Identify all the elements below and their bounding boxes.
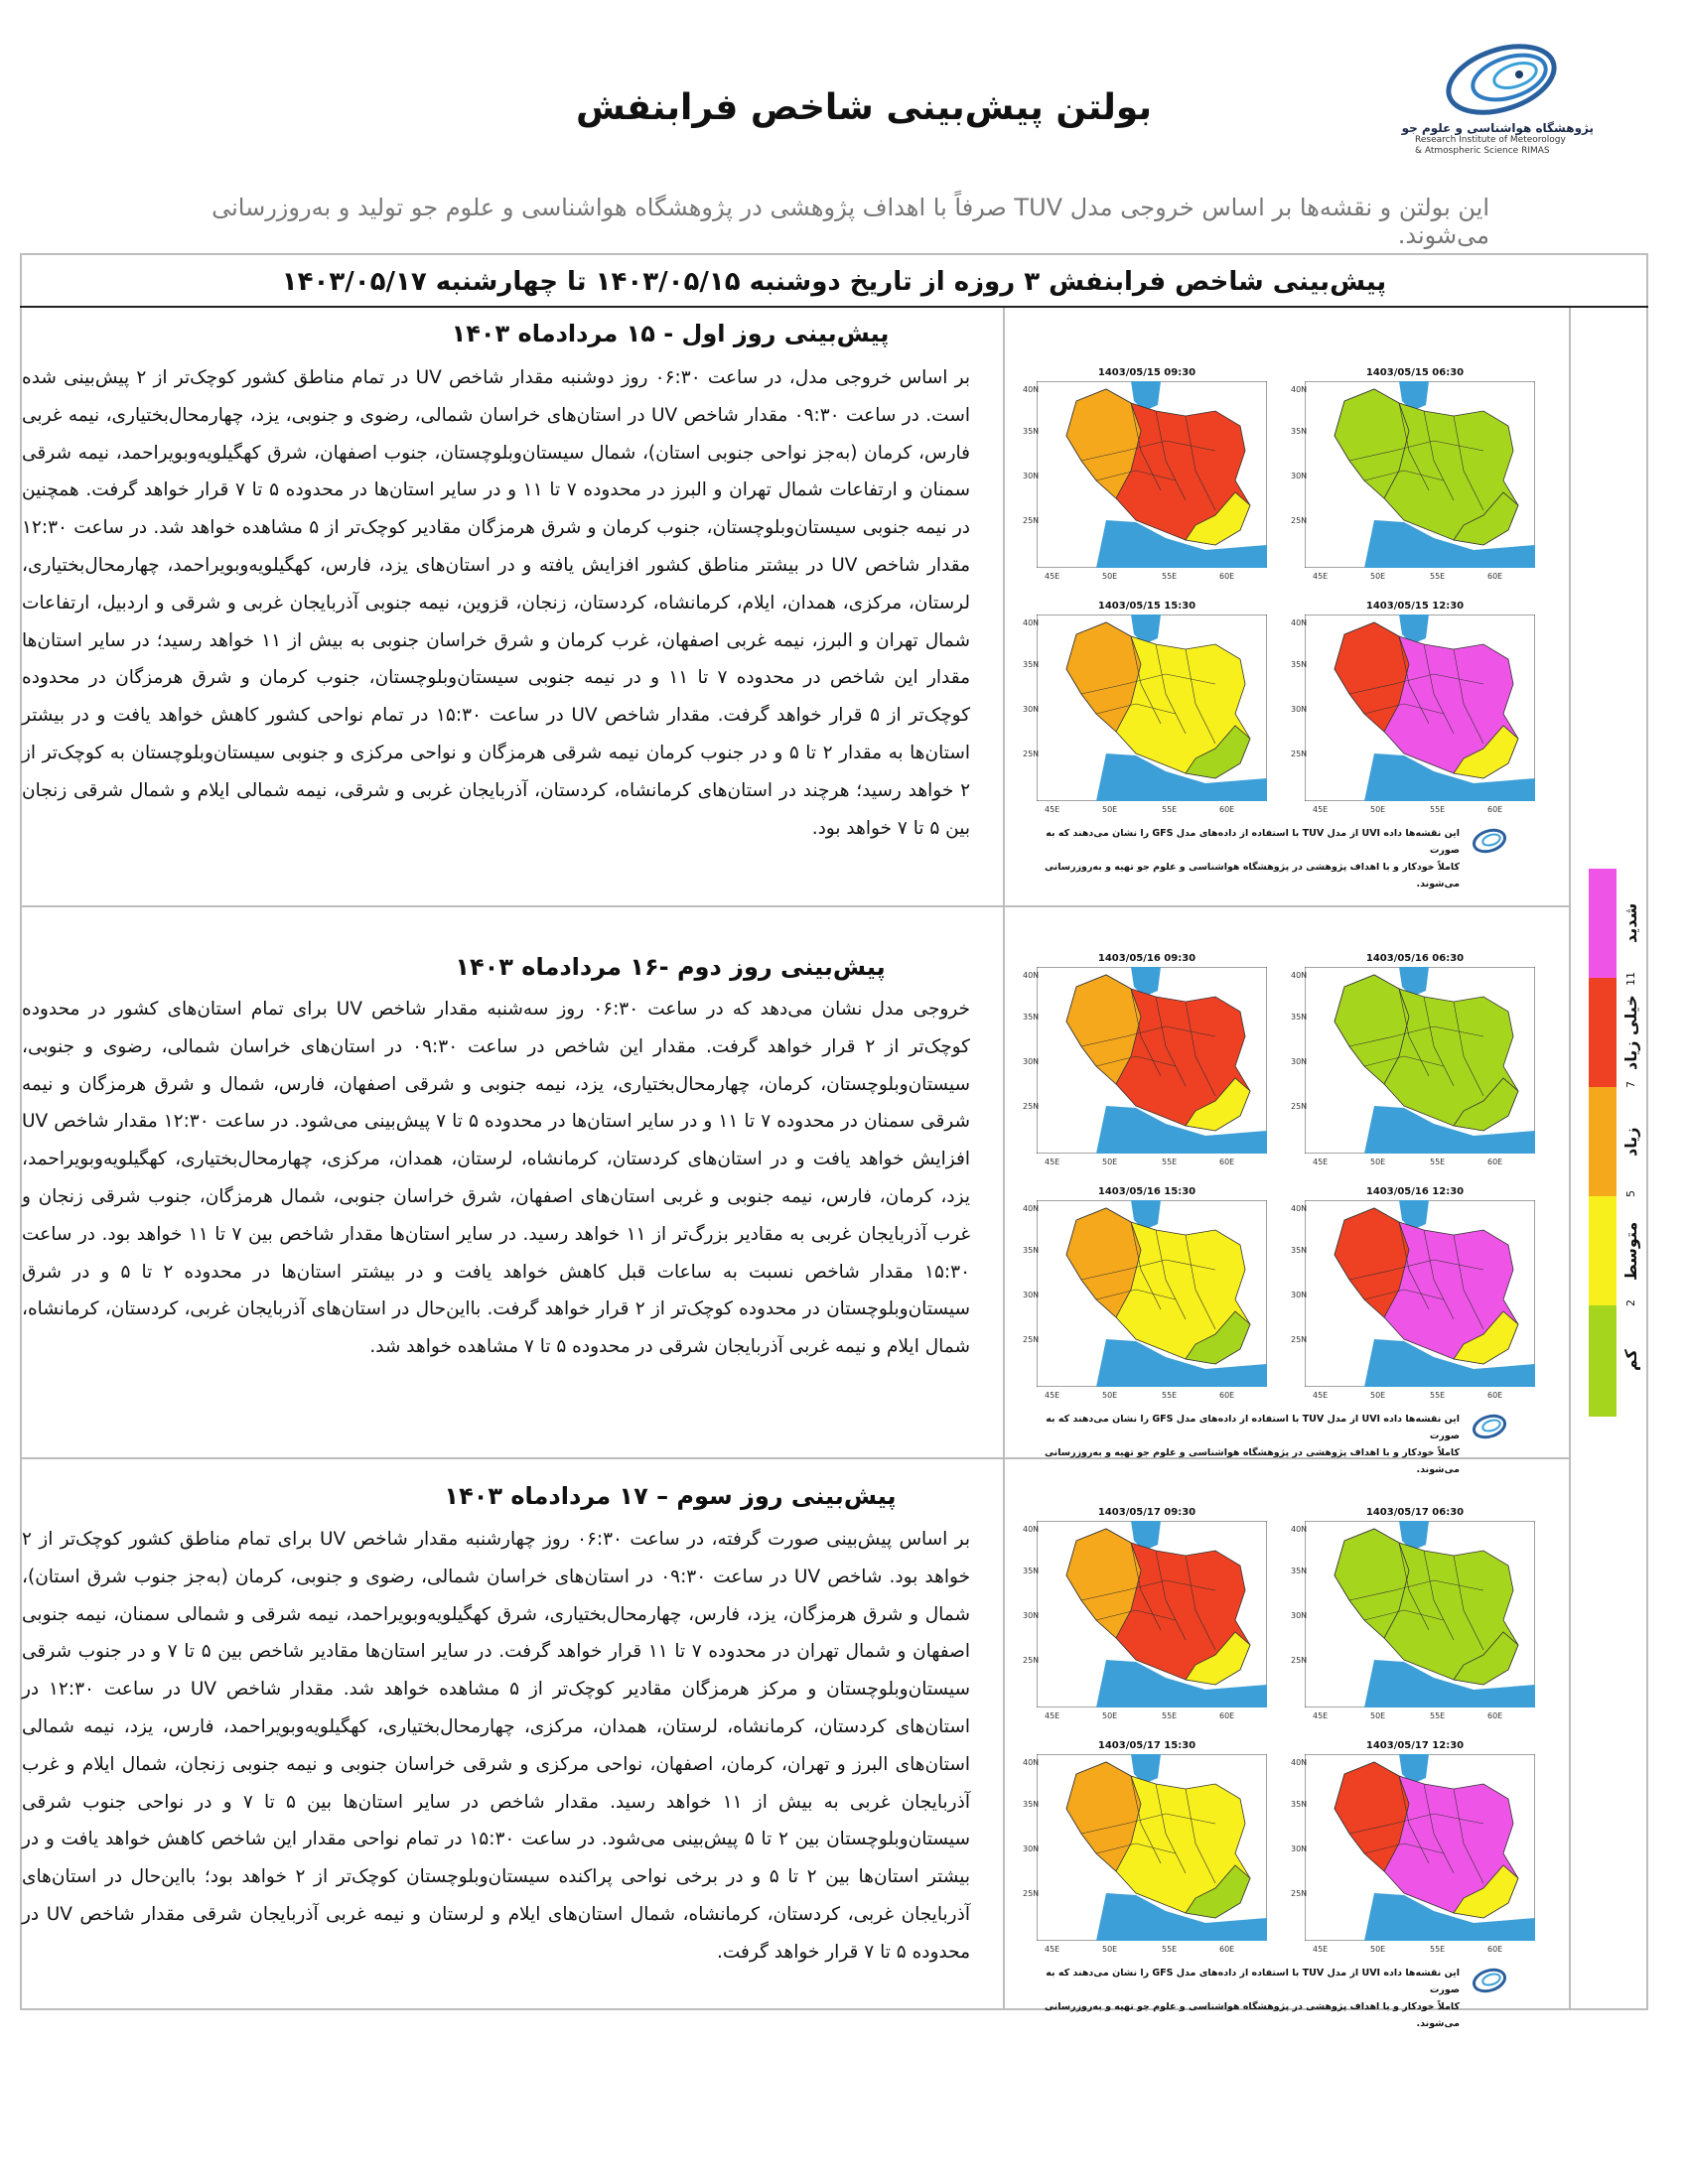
day1-maps [1023,367,1549,889]
map-lon-tick: 50E [1102,805,1118,814]
legend-label-very-high: خیلی زیاد [1621,995,1640,1070]
map-lon-tick: 55E [1162,1391,1178,1400]
map-lon-tick: 60E [1219,1391,1235,1400]
map-lat-tick: 25N [1023,1656,1040,1665]
map-lon-tick: 60E [1487,1945,1503,1954]
uv-legend [1589,869,1640,1417]
legend-label-high: زیاد [1621,1127,1640,1157]
map-lon-tick: 45E [1045,1158,1060,1166]
map-lon-tick: 45E [1313,805,1329,814]
map-lon-tick: 50E [1370,1945,1386,1954]
map-footnote-line: این نقشه‌ها داده UVI از مدل TUV با استفاده از داده‌های مدل GFS را نشان می‌دهند که به صورت [1046,1414,1460,1441]
map-lat-tick: 40N [1291,1525,1308,1534]
map-lon-tick: 45E [1313,1945,1329,1954]
day3-maps [1023,1507,1549,2029]
map-lon-tick: 50E [1102,1945,1118,1954]
map-lat-tick: 25N [1291,750,1308,758]
legend-label-extreme: شدید [1621,902,1640,944]
uv-map [1291,601,1539,814]
map-lon-tick: 60E [1219,1711,1235,1720]
map-lat-tick: 30N [1291,1291,1308,1299]
map-footnote-line: کاملاً خودکار و با اهداف پژوهشی در پژوهشگاه هواشناسی و علوم جو تهیه و به‌روزرسانی می‌شوند. [1045,862,1460,889]
map-lat-tick: 40N [1291,1204,1308,1213]
map-lon-tick: 50E [1370,1158,1386,1166]
map-lat-tick: 30N [1023,1611,1040,1620]
map-lat-tick: 40N [1023,385,1040,394]
map-footnote-line: این نقشه‌ها داده UVI از مدل TUV با استفاده از داده‌های مدل GFS را نشان می‌دهند که به صورت [1046,1968,1460,1995]
map-lat-tick: 40N [1023,1758,1040,1767]
iran-map-icon [1037,614,1267,801]
map-lat-tick: 40N [1023,1525,1040,1534]
row-divider-1 [20,905,1569,907]
map-lon-tick: 55E [1162,572,1178,581]
legend-threshold-2: 2 [1624,1299,1637,1306]
map-lon-tick: 45E [1313,1391,1329,1400]
day2-title: پیش‌بینی روز دوم -۱۶ مردادماه ۱۴۰۳ [455,953,886,981]
map-lat-tick: 40N [1291,1758,1308,1767]
uv-map [1023,601,1271,814]
map-lat-tick: 25N [1291,1656,1308,1665]
map-lat-tick: 35N [1291,427,1308,436]
uv-map-timestamp: 1403/05/16 15:30 [1097,1186,1196,1197]
map-lon-tick: 55E [1162,1158,1178,1166]
rimas-logo-icon [1430,38,1569,117]
map-lat-tick: 35N [1023,660,1040,669]
bulletin-title: بولتن پیش‌بینی شاخص فرابنفش [575,87,1153,128]
map-footnote [1023,1405,1519,1475]
map-lat-tick: 40N [1291,618,1308,627]
map-lat-tick: 40N [1023,1204,1040,1213]
map-lon-tick: 45E [1313,1158,1329,1166]
map-lat-tick: 25N [1291,1102,1308,1111]
iran-map-icon [1037,1521,1267,1707]
legend-label-moderate: متوسط [1621,1221,1640,1281]
map-lat-tick: 30N [1023,705,1040,714]
rimas-small-logo-icon [1470,1963,1509,1998]
map-lon-tick: 55E [1430,1945,1446,1954]
day1-title: پیش‌بینی روز اول - ۱۵ مردادماه ۱۴۰۳ [451,320,890,347]
column-divider [1003,308,1005,2010]
map-lat-tick: 35N [1291,1567,1308,1575]
map-lon-tick: 60E [1487,1711,1503,1720]
iran-map-icon [1037,1200,1267,1387]
uv-map [1291,953,1539,1166]
map-lat-tick: 30N [1023,472,1040,480]
map-lat-tick: 30N [1291,705,1308,714]
map-lat-tick: 30N [1023,1057,1040,1066]
map-lon-tick: 55E [1162,1945,1178,1954]
map-footnote [1023,819,1519,889]
map-lat-tick: 30N [1291,1611,1308,1620]
legend-swatch-low [1589,1305,1617,1417]
map-lat-tick: 25N [1023,750,1040,758]
logo-text-en-2: & Atmospheric Science RIMAS [1415,146,1550,156]
map-lon-tick: 60E [1219,572,1235,581]
map-lon-tick: 55E [1430,572,1446,581]
map-lon-tick: 55E [1430,1711,1446,1720]
map-lat-tick: 25N [1023,1889,1040,1898]
uv-map-timestamp: 1403/05/15 15:30 [1097,601,1196,612]
map-lat-tick: 40N [1023,618,1040,627]
map-lon-tick: 60E [1487,1391,1503,1400]
map-lon-tick: 45E [1045,1391,1060,1400]
legend-column-divider [1569,308,1571,2010]
uv-map-timestamp: 1403/05/15 12:30 [1365,601,1465,612]
map-lon-tick: 50E [1370,572,1386,581]
legend-swatch-very-high [1589,978,1617,1087]
uv-map-timestamp: 1403/05/16 09:30 [1097,953,1196,964]
map-lat-tick: 35N [1023,1246,1040,1255]
map-lat-tick: 25N [1023,516,1040,525]
map-lon-tick: 50E [1102,1391,1118,1400]
uv-map-timestamp: 1403/05/16 12:30 [1365,1186,1465,1197]
iran-map-icon [1305,1521,1535,1707]
map-lat-tick: 40N [1023,971,1040,980]
iran-map-icon [1305,381,1535,568]
uv-map-timestamp: 1403/05/15 06:30 [1365,367,1465,378]
map-lat-tick: 35N [1023,427,1040,436]
map-lat-tick: 35N [1291,1013,1308,1022]
map-lon-tick: 55E [1430,1391,1446,1400]
map-lon-tick: 55E [1162,1711,1178,1720]
iran-map-icon [1037,967,1267,1154]
map-lon-tick: 50E [1102,1158,1118,1166]
map-lon-tick: 50E [1102,572,1118,581]
map-lat-tick: 30N [1291,472,1308,480]
map-lat-tick: 25N [1291,516,1308,525]
map-lon-tick: 55E [1430,1158,1446,1166]
logo-text-fa: پژوهشگاه هواشناسی و علوم جو [1401,121,1594,135]
day3-title: پیش‌بینی روز سوم – ۱۷ مردادماه ۱۴۰۳ [444,1482,897,1510]
iran-map-icon [1305,1200,1535,1387]
uv-map-timestamp: 1403/05/16 06:30 [1365,953,1465,964]
map-footnote-line: این نقشه‌ها داده UVI از مدل TUV با استفاده از داده‌های مدل GFS را نشان می‌دهند که به صورت [1046,828,1460,856]
map-lon-tick: 50E [1370,1391,1386,1400]
map-lat-tick: 25N [1023,1102,1040,1111]
rimas-small-logo-icon [1470,823,1509,859]
iran-map-icon [1305,614,1535,801]
legend-threshold-7: 7 [1624,1081,1637,1088]
uv-map [1023,1186,1271,1400]
map-lat-tick: 30N [1291,1844,1308,1853]
day3-text: بر اساس پیش‌بینی صورت گرفته، در ساعت ۰۶:۳۰ روز چهارشنبه مقدار شاخص UV برای تمام مناطق کشور کوچک‌تر از ۲ خواهد بود. شاخص UV در ساعت ۰۹:۳۰ در استان‌های خراسان شمالی، رضوی و جنوبی، کرمان (به‌جز جنوب شرق استان)، شمال و شرق هرمزگان، یزد، فارس، چهارمحال‌بختیاری، شرق کهگیلویه‌وبویراحمد، نیمه شرقی و شمالی سمنان، نیمه جنوبی اصفهان و شمال تهران در محدوده ۷ تا ۱۱ قرار خواهد گرفت. در سایر استان‌ها مقادیر شاخص بین ۵ تا ۷ و در جنوب شرقی سیستان‌وبلوچستان و مرکز هرمزگان مقادیر کوچک‌تر از ۵ مشاهده خواهد شد. مقدار شاخص UV در ساعت ۱۲:۳۰ در استان‌های کردستان، کرمانشاه، لرستان، همدان، مرکزی، چهارمحال‌بختیاری، کهگیلویه‌وبویراحمد، فارس، یزد، نیمه شمالی استان‌های البرز و تهران، کرمان، اصفهان، نواحی مرکزی و شرقی خراسان جنوبی و نیمه جنوبی زنجان، شمال ایلام و غرب آذربایجان غربی به بیش از ۱۱ خواهد رسید. مقدار شاخص در سایر استان‌ها بین ۵ تا ۷ و در نواحی جنوب شرقی سیستان‌وبلوچستان بین ۲ تا ۵ پیش‌بینی می‌شود. در ساعت ۱۵:۳۰ در تمام نواحی مقدار این شاخص کاهش خواهد یافت و در بیشتر استان‌ها بین ۲ تا ۵ و در برخی نواحی پراکنده سیستان‌وبلوچستان کوچک‌تر از ۲ خواهد بود؛ بااین‌حال در استان‌های آذربایجان غربی، کردستان، کرمانشاه، شمال استان‌های ایلام و لرستان و نیمه غربی آذربایجان شرقی مقدار شاخص UV در محدوده ۵ تا ۷ قرار خواهد گرفت. [22,1529,971,1963]
iran-map-icon [1037,381,1267,568]
map-lat-tick: 40N [1291,385,1308,394]
uv-map-timestamp: 1403/05/15 09:30 [1097,367,1196,378]
map-lat-tick: 30N [1023,1291,1040,1299]
iran-map-icon [1305,1754,1535,1941]
map-lat-tick: 35N [1023,1567,1040,1575]
map-lat-tick: 25N [1023,1335,1040,1344]
map-lon-tick: 45E [1045,572,1060,581]
map-lon-tick: 60E [1487,1158,1503,1166]
day2-text: خروجی مدل نشان می‌دهد که در ساعت ۰۶:۳۰ روز سه‌شنبه مقدار شاخص UV برای تمام استان‌های کشور در محدوده کوچک‌تر از ۲ قرار خواهد گرفت. مقدار این شاخص در ساعت ۰۹:۳۰ در استان‌های خراسان شمالی، رضوی و جنوبی، سیستان‌وبلوچستان، کرمان، چهارمحال‌بختیاری، یزد، نیمه جنوبی و شرقی اصفهان، فارس، شمال و شرق هرمزگان و نیمه شرقی سمنان در محدوده ۷ تا ۱۱ و در سایر استان‌ها در محدوده ۵ تا ۷ پیش‌بینی می‌شود. در ساعت ۱۲:۳۰ مقدار شاخص UV افزایش خواهد یافت و در استان‌های کردستان، کرمانشاه، لرستان، همدان، مرکزی، چهارمحال‌بختیاری، کهگیلویه‌وبویراحمد، یزد، کرمان، فارس، نیمه جنوبی و غربی استان‌های اصفهان، شرق خراسان جنوبی، شمال هرمزگان، جنوب شرقی زنجان و غرب آذربایجان غربی به مقادیر بزرگ‌تر از ۱۱ خواهد رسید. در سایر استان‌ها مقدار شاخص بین ۷ تا ۱۱ خواهد بود. در ساعت ۱۵:۳۰ مقدار شاخص نسبت به ساعات قبل کاهش خواهد یافت و در بیشتر استان‌ها در محدوده ۲ تا ۵ و در شرق سیستان‌وبلوچستان در محدوده کوچک‌تر از ۲ قرار خواهد گرفت. بااین‌حال در استان‌های آذربایجان غربی، کردستان، کرمانشاه، شمال ایلام و نیمه غربی آذربایجان شرقی در محدوده ۵ تا ۷ مشاهده خواهد شد. [22,999,971,1358]
map-lon-tick: 60E [1219,805,1235,814]
uv-map [1291,1186,1539,1400]
map-lon-tick: 60E [1219,1945,1235,1954]
map-lon-tick: 60E [1487,805,1503,814]
map-footnote-line: کاملاً خودکار و با اهداف پژوهشی در پژوهشگاه هواشناسی و علوم جو تهیه و به‌روزرسانی می‌شوند. [1045,1447,1460,1475]
map-lat-tick: 35N [1291,1246,1308,1255]
map-lat-tick: 35N [1291,1800,1308,1809]
map-footnote [1023,1959,1519,2029]
iran-map-icon [1305,967,1535,1154]
map-footnote-line: کاملاً خودکار و با اهداف پژوهشی در پژوهشگاه هواشناسی و علوم جو تهیه و به‌روزرسانی می‌شوند. [1045,2001,1460,2029]
map-lon-tick: 55E [1430,805,1446,814]
legend-threshold-11: 11 [1624,972,1637,986]
uv-map [1023,953,1271,1166]
map-lon-tick: 45E [1045,1945,1060,1954]
map-lat-tick: 35N [1291,660,1308,669]
uv-map [1023,1740,1271,1954]
uv-map [1023,1507,1271,1720]
legend-swatch-moderate [1589,1196,1617,1305]
map-lon-tick: 50E [1102,1711,1118,1720]
map-lon-tick: 45E [1313,1711,1329,1720]
legend-swatch-extreme [1589,869,1617,978]
map-lat-tick: 25N [1291,1889,1308,1898]
rimas-small-logo-icon [1470,1409,1509,1444]
uv-map-timestamp: 1403/05/17 09:30 [1097,1507,1196,1518]
iran-map-icon [1037,1754,1267,1941]
map-lon-tick: 45E [1045,1711,1060,1720]
map-lat-tick: 30N [1291,1057,1308,1066]
map-lon-tick: 45E [1045,805,1060,814]
legend-threshold-5: 5 [1624,1190,1637,1197]
uv-map [1291,367,1539,581]
uv-map [1291,1740,1539,1954]
legend-swatch-high [1589,1087,1617,1196]
map-lon-tick: 60E [1219,1158,1235,1166]
day1-text: بر اساس خروجی مدل، در ساعت ۰۶:۳۰ روز دوشنبه مقدار شاخص UV در تمام مناطق کشور کوچک‌تر از ۲ پیش‌بینی شده است. در ساعت ۰۹:۳۰ مقدار شاخص UV در استان‌های خراسان شمالی، رضوی و جنوبی، یزد، چهارمحال‌بختیاری، نیمه غربی فارس، کرمان (به‌جز نواحی جنوبی استان)، شمال سیستان‌وبلوچستان، جنوب اصفهان، شرق کهگیلویه‌وبویراحمد، نیمه شرقی سمنان و ارتفاعات شمال تهران و البرز در محدوده ۷ تا ۱۱ و در سایر استان‌ها در محدوده ۵ تا ۷ قرار خواهد گرفت. همچنین در نیمه جنوبی سیستان‌وبلوچستان، جنوب کرمان و شرق هرمزگان مقادیر کوچک‌تر از ۵ مشاهده خواهد شد. در ساعت ۱۲:۳۰ مقدار شاخص UV در بیشتر مناطق کشور افزایش یافته و در استان‌های یزد، فارس، کهگیلویه‌وبویراحمد، چهارمحال‌بختیاری، لرستان، مرکزی، همدان، ایلام، کرمانشاه، کردستان، زنجان، قزوین، نیمه جنوبی آذربایجان غربی و شرقی و اردبیل، ارتفاعات شمال تهران و البرز، نیمه غربی اصفهان، غرب کرمان و شرق خراسان جنوبی به بیش از ۱۱ خواهد رسید؛ در سایر استان‌ها مقدار این شاخص در محدوده ۷ تا ۱۱ و در نیمه جنوبی سیستان‌وبلوچستان، جنوب کرمان و شرق هرمزگان در محدوده کوچک‌تر از ۵ قرار خواهد گرفت. مقدار شاخص UV در ساعت ۱۵:۳۰ در تمام نواحی کشور کاهش خواهد یافت و در بیشتر استان‌ها به مقدار ۲ تا ۵ و در جنوب کرمان نیمه شرقی هرمزگان و نواحی مرکزی و جنوبی سیستان‌وبلوچستان به کوچک‌تر از ۲ خواهد رسید؛ هرچند در استان‌های کرمانشاه، کردستان، آذربایجان غربی و شرقی، نیمه شمالی ایلام و شمال شرقی زنجان بین ۵ تا ۷ خواهد بود. [22,367,971,839]
map-lon-tick: 50E [1370,1711,1386,1720]
map-lon-tick: 60E [1487,572,1503,581]
map-lon-tick: 55E [1162,805,1178,814]
logo-text-en-1: Research Institute of Meteorology [1415,135,1566,145]
rimas-logo [1401,38,1594,187]
map-lat-tick: 30N [1023,1844,1040,1853]
map-lat-tick: 40N [1291,971,1308,980]
map-lat-tick: 35N [1023,1800,1040,1809]
bulletin-subtitle: این بولتن و نقشه‌ها بر اساس خروجی مدل TUV صرفاً با اهداف پژوهشی در پژوهشگاه هواشناسی و علوم جو تولید و به‌روزرسانی می‌شوند. [211,194,1489,249]
uv-map-timestamp: 1403/05/17 12:30 [1365,1740,1465,1751]
map-lat-tick: 35N [1023,1013,1040,1022]
day2-maps [1023,953,1549,1475]
uv-map [1023,367,1271,581]
uv-map-timestamp: 1403/05/17 06:30 [1365,1507,1465,1518]
map-lon-tick: 45E [1313,572,1329,581]
map-lon-tick: 50E [1370,805,1386,814]
legend-label-low: کم [1621,1349,1640,1371]
forecast-table-header: پیش‌بینی شاخص فرابنفش ۳ روزه از تاریخ دوشنبه ۱۴۰۳/۰۵/۱۵ تا چهارشنبه ۱۴۰۳/۰۵/۱۷ [20,253,1648,308]
map-lat-tick: 25N [1291,1335,1308,1344]
uv-map-timestamp: 1403/05/17 15:30 [1097,1740,1196,1751]
uv-map [1291,1507,1539,1720]
